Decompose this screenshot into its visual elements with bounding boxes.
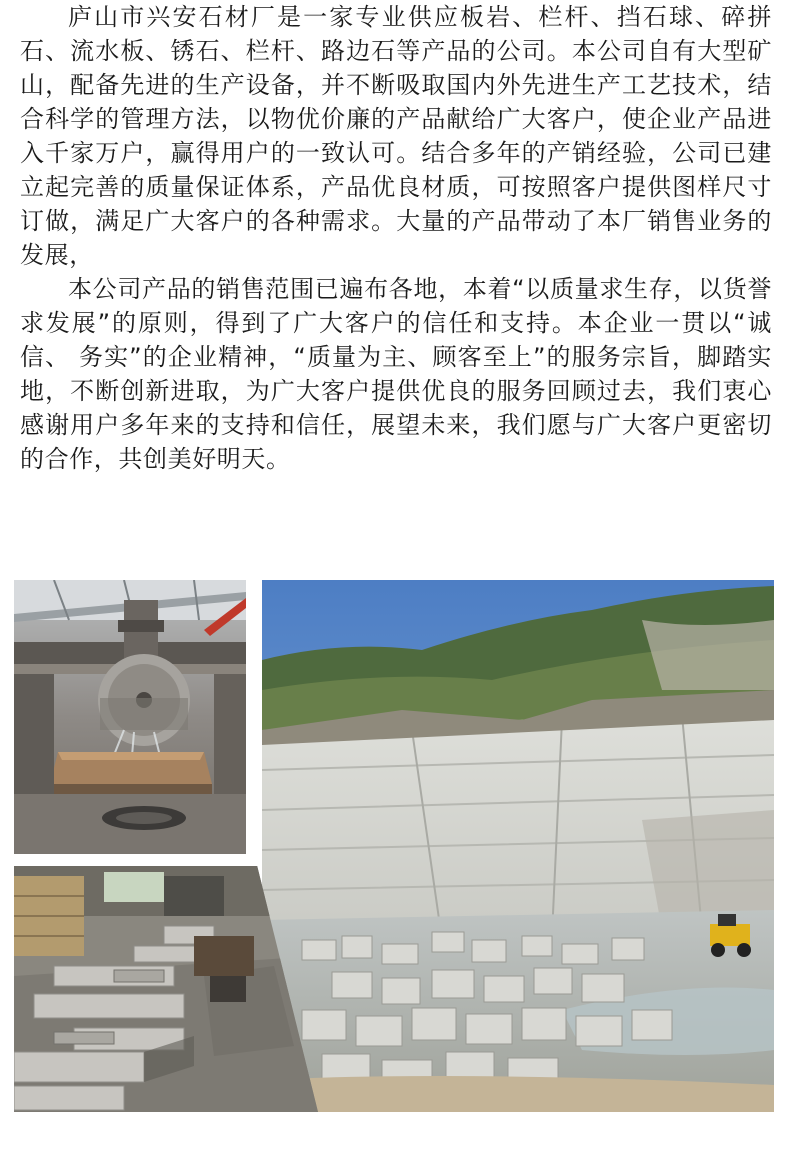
intro-paragraph-1: 庐山市兴安石材厂是一家专业供应板岩、栏杆、挡石球、碎拼石、流水板、锈石、栏杆、路边石等产品的公司。本公司自有大型矿山，配备先进的生产设备，并不断吸取国内外先进生产工艺技术，结合科学的管理方法，以物优价廉的产品献给广大客户，使企业产品进入千家万户，赢得用户的一致认可。结合多年的产销经验，公司已建立起完善的质量保证体系，产品优良材质，可按照客户提供图样尺寸订做，满足广大客户的各种需求。大量的产品带动了本厂销售业务的发展， [20, 3, 772, 269]
stone-cutting-saw-photo [14, 580, 246, 854]
company-intro [20, 0, 772, 476]
quarry-photo [262, 580, 774, 1112]
intro-paragraph-2: 本公司产品的销售范围已遍布各地，本着“以质量求生存，以货誉求发展”的原则，得到了广大客户的信任和支持。本企业一贯以“诚信、 务实”的企业精神，“质量为主、顾客至上”的服务宗旨，脚踏实地，不断创新进取，为广大客户提供优良的服务回顾过去，我们衷心感谢用户多年来的支持和信任，展望未来，我们愿与广大客户更密切的合作，共创美好明天。 [20, 275, 772, 473]
